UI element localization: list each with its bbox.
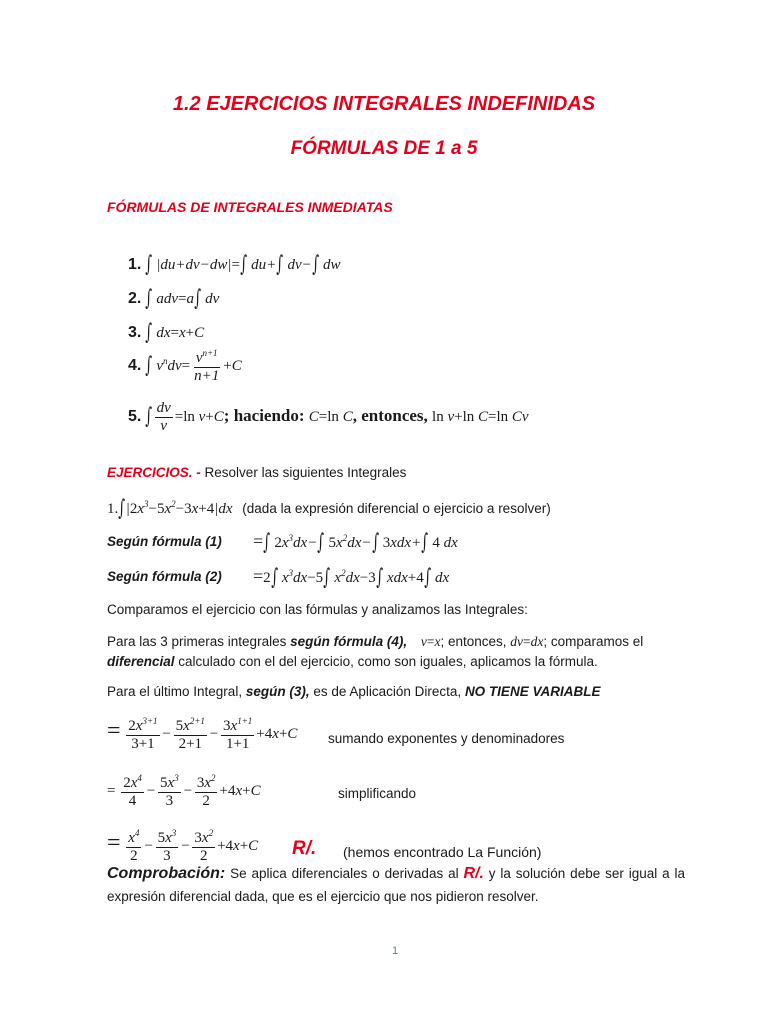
- exercises-instruction: Resolver las siguientes Integrales: [204, 465, 407, 480]
- formula-5: 5. ∫ $\frac{dv}{v}$ =ln v+C; haciendo: C=ln C, entonces, ln v+ln C=ln Cv: [128, 400, 529, 435]
- formula-2: 2. ∫ adv=a∫ dv: [128, 286, 220, 311]
- step-2-note: simplificando: [338, 786, 417, 801]
- formula-5-haciendo: ; haciendo:: [223, 406, 309, 426]
- comprobacion-paragraph: Comprobación: Se aplica diferenciales o derivadas al R/. y la solución debe ser igual a la expresión diferencial dada, que es el ejercicio que nos pidieron resolver.: [107, 865, 685, 904]
- exercise-1-note: (dada la expresión diferencial o ejercicio a resolver): [242, 501, 551, 516]
- formula-4-number: 4.: [128, 357, 142, 375]
- exercise-1-number: 1.: [107, 501, 119, 517]
- comprobacion-label: Comprobación:: [107, 865, 226, 882]
- page-title: 1.2 EJERCICIOS INTEGRALES INDEFINIDAS: [172, 93, 596, 115]
- exercises-heading: [107, 465, 406, 480]
- section-heading: FÓRMULAS DE INTEGRALES INMEDIATAS: [107, 199, 393, 215]
- formula1-label: Según fórmula (1): [107, 534, 222, 549]
- formula-5-number: 5.: [128, 408, 142, 426]
- formula-1: 1. ∫ |du+dv−dw|=∫ du+∫ dv−∫ dw: [128, 252, 341, 277]
- formula2-application-row: [107, 569, 222, 584]
- answer-mark: R/.: [292, 838, 317, 859]
- page-subtitle: FÓRMULAS DE 1 a 5: [290, 138, 478, 159]
- formula-3-number: 3.: [128, 324, 142, 341]
- formula-2-number: 2.: [128, 290, 142, 307]
- formula1-application: =∫ $2x^3dx-\int$ $5x^2dx-\int$ 3xdx+∫ 4 dx: [253, 530, 458, 555]
- exercises-label: EJERCICIOS. -: [107, 465, 201, 480]
- step-1-note: sumando exponentes y denominadores: [328, 731, 565, 746]
- formula-3: 3. ∫ dx=x+C: [128, 320, 205, 345]
- formula-1-number: 1.: [128, 256, 142, 273]
- formula-4: 4. ∫ $v^ndv=$ $\frac{v^{n+1}}{n+1}$ +C: [128, 348, 242, 385]
- formula1-application-row: [107, 534, 222, 549]
- solution-step-1: = $\frac{2x^{3+1}}{3+1}$ − $\frac{5x^{2+1}}{2+1}$ − $\frac{3x^{1+1}}{1+1}$ +4x+C: [107, 716, 298, 753]
- solution-step-3: = $\frac{x^4}{2}$ − $\frac{5x^3}{3}$ − $\frac{3x^2}{2}$ +4x+C: [107, 828, 259, 865]
- exercise-1: $1.\int|2x^3-5x^2-3x+4|dx$ (dada la expresión diferencial o ejercicio a resolver): [107, 496, 551, 521]
- solution-step-2: = $\frac{2x^4}{4}$ − $\frac{5x^3}{3}$ − $\frac{3x^2}{2}$ +4x+C: [107, 773, 261, 810]
- compare-text: Comparamos el ejercicio con las fórmulas y analizamos las Integrales:: [107, 602, 528, 617]
- formula2-label: Según fórmula (2): [107, 569, 222, 584]
- formula2-application: =2∫ $x^3dx-5\int$ $x^2dx-3\int$ xdx+4∫ dx: [253, 565, 450, 590]
- formula-5-entonces: , entonces,: [352, 406, 433, 426]
- step-3-note: (hemos encontrado La Función): [343, 844, 542, 860]
- page-number: 1: [391, 945, 399, 957]
- paragraph-formula3: Para el último Integral, según (3), es de Aplicación Directa, NO TIENE VARIABLE: [107, 684, 601, 699]
- paragraph-formula4: Para las 3 primeras integrales según fórmula (4), v=x; entonces, dv=dx; comparamos el diferencial calculado con el del ejercicio, como son iguales, aplicamos la fórmula.: [107, 634, 644, 669]
